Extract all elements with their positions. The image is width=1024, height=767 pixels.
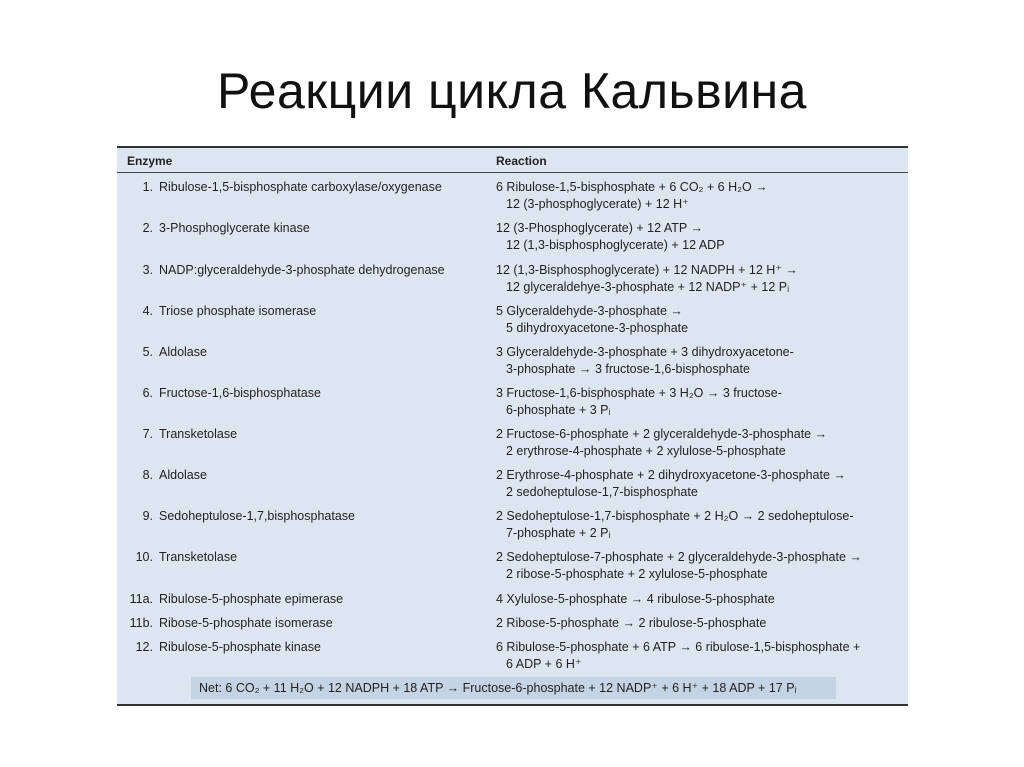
- enzyme-name: Ribulose-5-phosphate kinase: [159, 640, 321, 654]
- enzyme-name: Sedoheptulose-1,7,bisphosphatase: [159, 509, 355, 523]
- page-title: Реакции цикла Кальвина: [217, 63, 807, 119]
- enzyme-name: Ribose-5-phosphate isomerase: [159, 616, 333, 630]
- row-number: 10.: [135, 550, 153, 564]
- reaction-line-2: 2 ribose-5-phosphate + 2 xylulose-5-phosphate: [506, 567, 768, 581]
- reaction-line-1: 4 Xylulose-5-phosphate → 4 ribulose-5-phosphate: [496, 592, 775, 606]
- reaction-line-1: 12 (3-Phosphoglycerate) + 12 ATP →: [496, 221, 703, 235]
- row-number: 12.: [135, 640, 153, 654]
- reaction-text: [496, 344, 794, 378]
- row-number: 5.: [142, 345, 153, 359]
- enzyme-name: Aldolase: [159, 468, 207, 482]
- reaction-line-1: 3 Fructose-1,6-bisphosphate + 3 H₂O → 3 fructose-: [496, 386, 782, 400]
- reaction-line-1: 2 Fructose-6-phosphate + 2 glyceraldehyde-3-phosphate →: [496, 427, 828, 441]
- row-number: 11b.: [129, 616, 153, 630]
- reaction-line-1: 2 Sedoheptulose-1,7-bisphosphate + 2 H₂O → 2 sedoheptulose-: [496, 509, 854, 523]
- reaction-line-1: 6 Ribulose-1,5-bisphosphate + 6 CO₂ + 6 H₂O →: [496, 180, 768, 194]
- reaction-line-2: 7-phosphate + 2 Pᵢ: [506, 526, 611, 540]
- reaction-text: [496, 262, 798, 296]
- row-number: 2.: [142, 221, 153, 235]
- reaction-line-2: 12 (1,3-bisphosphoglycerate) + 12 ADP: [506, 238, 725, 252]
- row-number: 6.: [142, 386, 153, 400]
- reaction-line-2: 6-phosphate + 3 Pᵢ: [506, 403, 611, 417]
- row-number: 1.: [142, 180, 153, 194]
- reaction-line-2: 3-phosphate → 3 fructose-1,6-bisphosphate: [506, 362, 750, 376]
- reaction-line-2: 5 dihydroxyacetone-3-phosphate: [506, 321, 689, 335]
- enzyme-name: Transketolase: [159, 427, 238, 441]
- reaction-line-2: 2 sedoheptulose-1,7-bisphosphate: [506, 485, 698, 499]
- table-header: [117, 148, 908, 173]
- reaction-line-2: 2 erythrose-4-phosphate + 2 xylulose-5-phosphate: [506, 444, 786, 458]
- reaction-column-header: Reaction: [496, 154, 547, 168]
- reaction-line-2: 12 glyceraldehye-3-phosphate + 12 NADP⁺ + 12 Pᵢ: [506, 280, 790, 294]
- reaction-text: [496, 426, 827, 460]
- calvin-cycle-table: [117, 146, 908, 706]
- reaction-text: [496, 591, 775, 608]
- row-number: 7.: [142, 427, 153, 441]
- row-number: 3.: [142, 263, 153, 277]
- reaction-text: [496, 220, 725, 254]
- reaction-text: [496, 508, 854, 542]
- reaction-line-2: 12 (3-phosphoglycerate) + 12 H⁺: [506, 197, 689, 211]
- reaction-text: [496, 385, 782, 419]
- reaction-line-1: 2 Erythrose-4-phosphate + 2 dihydroxyacetone-3-phosphate →: [496, 468, 846, 482]
- reaction-text: [496, 179, 768, 213]
- enzyme-name: Fructose-1,6-bisphosphatase: [159, 386, 321, 400]
- reaction-line-1: 5 Glyceraldehyde-3-phosphate →: [496, 304, 683, 318]
- row-number: 9.: [142, 509, 153, 523]
- enzyme-name: Aldolase: [159, 345, 207, 359]
- reaction-line-1: 2 Ribose-5-phosphate → 2 ribulose-5-phosphate: [496, 616, 767, 630]
- reaction-line-1: 12 (1,3-Bisphosphoglycerate) + 12 NADPH + 12 H⁺ →: [496, 263, 798, 277]
- row-number: 4.: [142, 304, 153, 318]
- row-number: 11a.: [129, 592, 153, 606]
- reaction-text: [496, 303, 688, 337]
- row-number: 8.: [142, 468, 153, 482]
- net-reaction: Net: 6 CO₂ + 11 H₂O + 12 NADPH + 18 ATP → Fructose-6-phosphate + 12 NADP⁺ + 6 H⁺ + 18 ADP + 17 Pᵢ: [191, 677, 836, 699]
- enzyme-name: 3-Phosphoglycerate kinase: [159, 221, 310, 235]
- enzyme-name: Ribulose-1,5-bisphosphate carboxylase/oxygenase: [159, 180, 442, 194]
- enzyme-column-header: Enzyme: [127, 154, 173, 168]
- enzyme-name: Transketolase: [159, 550, 238, 564]
- enzyme-name: Ribulose-5-phosphate epimerase: [159, 592, 344, 606]
- reaction-line-2: 6 ADP + 6 H⁺: [506, 657, 582, 671]
- reaction-text: [496, 615, 766, 632]
- enzyme-name: Triose phosphate isomerase: [159, 304, 317, 318]
- reaction-text: [496, 467, 846, 501]
- reaction-line-1: 2 Sedoheptulose-7-phosphate + 2 glyceraldehyde-3-phosphate →: [496, 550, 862, 564]
- enzyme-name: NADP:glyceraldehyde-3-phosphate dehydrogenase: [159, 263, 445, 277]
- reaction-line-1: 3 Glyceraldehyde-3-phosphate + 3 dihydroxyacetone-: [496, 345, 794, 359]
- reaction-text: [496, 639, 860, 673]
- reaction-line-1: 6 Ribulose-5-phosphate + 6 ATP → 6 ribulose-1,5-bisphosphate +: [496, 640, 861, 654]
- reaction-text: [496, 549, 862, 583]
